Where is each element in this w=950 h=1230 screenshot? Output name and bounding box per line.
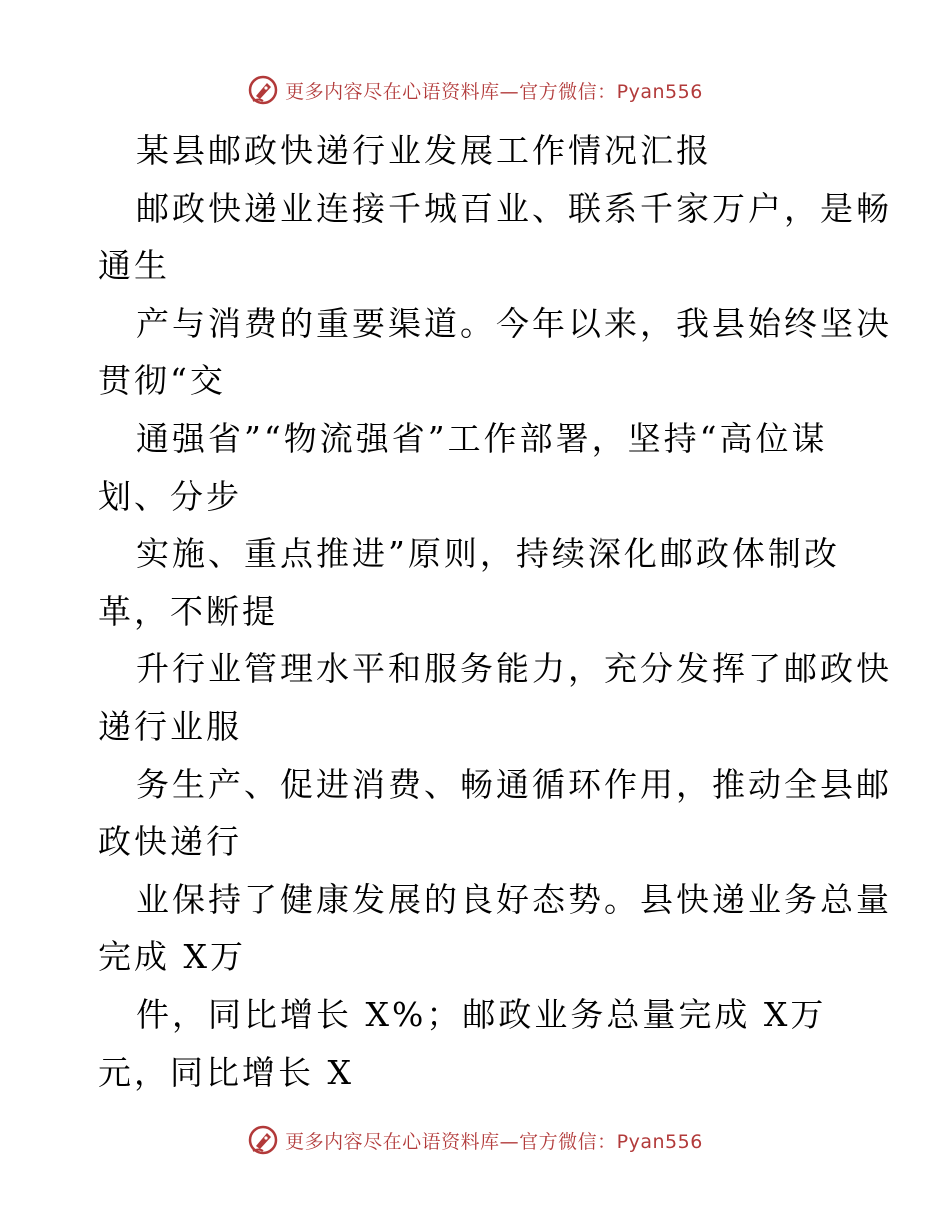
text-line: 贯彻“交 xyxy=(98,361,226,401)
footer-banner-text: 更多内容尽在心语资料库—官方微信：Pyan556 xyxy=(285,1130,703,1153)
text-line: 业保持了健康发展的良好态势。县快递业务总量 xyxy=(136,879,892,919)
text-line: 通生 xyxy=(98,246,170,286)
text-line: 实施、重点推进”原则，持续深化邮政体制改 xyxy=(136,534,840,574)
header-banner-text: 更多内容尽在心语资料库—官方微信：Pyan556 xyxy=(285,80,703,103)
document-body xyxy=(98,122,892,1101)
text-line: 邮政快递业连接千城百业、联系千家万户，是畅 xyxy=(136,188,892,228)
text-line: 通强省”“物流强省”工作部署，坚持“高位谋 xyxy=(136,418,828,458)
text-line: 革，不断提 xyxy=(98,591,278,631)
text-line: 递行业服 xyxy=(98,706,242,746)
header-banner xyxy=(0,70,950,110)
footer-banner xyxy=(0,1120,950,1160)
pen-nib-logo-icon xyxy=(247,74,279,106)
text-line: 升行业管理水平和服务能力，充分发挥了邮政快 xyxy=(136,649,892,689)
text-line: 元，同比增长 X xyxy=(98,1052,354,1092)
text-line: 务生产、促进消费、畅通循环作用，推动全县邮 xyxy=(136,764,892,804)
text-line: 某县邮政快递行业发展工作情况汇报 xyxy=(136,131,712,170)
pen-nib-logo-icon xyxy=(247,1124,279,1156)
text-line: 产与消费的重要渠道。今年以来，我县始终坚决 xyxy=(136,303,892,343)
text-line: 划、分步 xyxy=(98,476,242,516)
text-line: 件，同比增长 X%；邮政业务总量完成 X万 xyxy=(136,994,827,1034)
text-line: 政快递行 xyxy=(98,822,242,862)
text-line: 完成 X万 xyxy=(98,937,246,977)
